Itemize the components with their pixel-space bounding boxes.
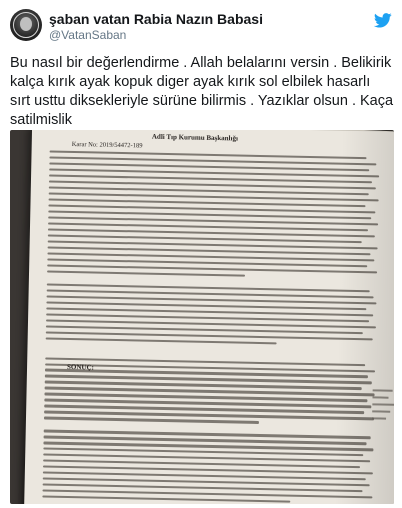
tweet-photo[interactable] [10, 130, 394, 504]
twitter-bird-icon[interactable] [374, 13, 392, 28]
tweet-text: Bu nasıl bir değerlendirme . Allah belalarını versin . Belikirik kalça kırık ayak kopuk diger ayak kırık sol elbilek hasarlı sırt usttu diksekleriyle sürüne bilirmis . Yazıklar olsun . Kaça satilmislik [10, 55, 394, 128]
display-name[interactable]: şaban vatan Rabia Nazın Babasi [49, 11, 263, 27]
document-text-lines [42, 151, 379, 504]
document-title: Adli Tıp Kurumu Başkanlığı [151, 132, 239, 143]
tweet-header [0, 0, 402, 46]
document-page [24, 130, 394, 504]
document-sonuc-heading: SONUÇ: [66, 362, 94, 372]
document-number: Karar No: 2019/54472-189 [71, 141, 143, 150]
avatar-face [20, 17, 32, 31]
user-handle[interactable]: @VatanSaban [49, 28, 127, 42]
avatar[interactable] [10, 9, 42, 41]
paper-shadow [334, 131, 394, 504]
